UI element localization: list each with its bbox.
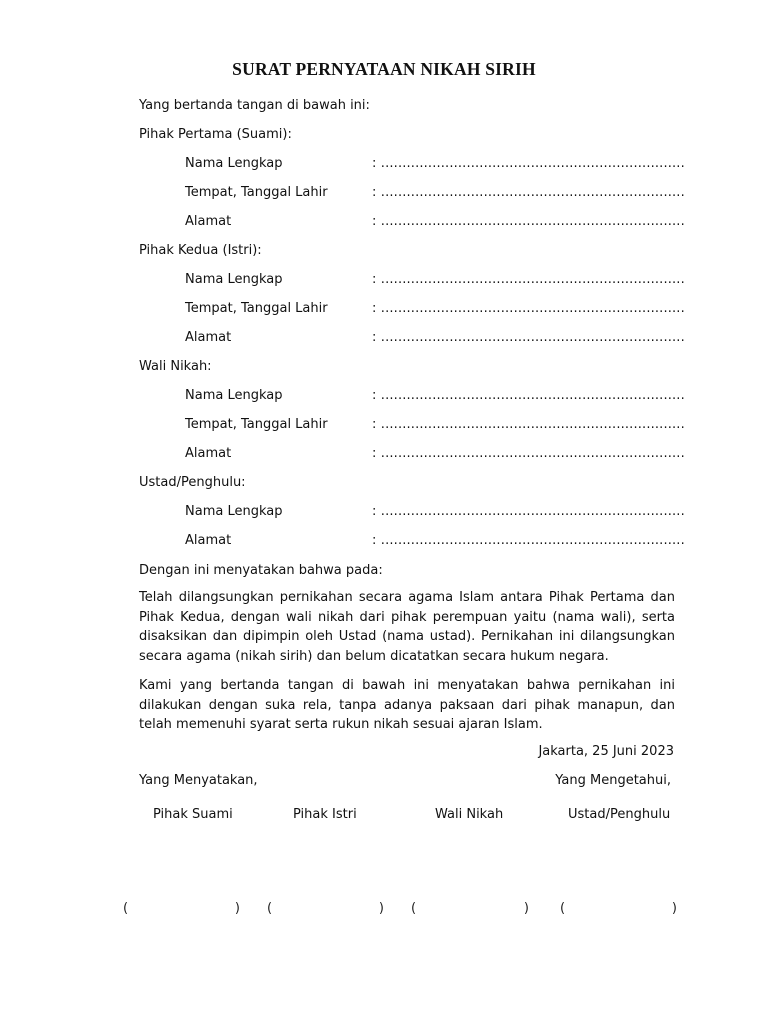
yang-menyatakan: Yang Menyatakan, — [139, 773, 258, 788]
signatory-ustad: Ustad/Penghulu — [568, 807, 671, 822]
wali-ttl-value: : ....................................................................... — [372, 417, 685, 432]
intro-text: Yang bertanda tangan di bawah ini: — [139, 98, 370, 113]
bracket-right: ) — [523, 901, 529, 916]
signature-box-ustad — [560, 902, 677, 916]
section-heading-ustad: Ustad/Penghulu: — [139, 475, 246, 490]
ustad-alamat-label: Alamat — [185, 533, 232, 548]
ustad-nama-value: : ....................................................................... — [372, 504, 685, 519]
section-heading-suami: Pihak Pertama (Suami): — [139, 127, 292, 142]
istri-alamat-value: : ....................................................................... — [372, 330, 685, 345]
yang-mengetahui: Yang Mengetahui, — [555, 773, 671, 788]
bracket-left: ( — [267, 901, 273, 916]
ustad-alamat-value: : ....................................................................... — [372, 533, 685, 548]
section-heading-wali: Wali Nikah: — [139, 359, 212, 374]
section-heading-istri: Pihak Kedua (Istri): — [139, 243, 262, 258]
suami-alamat-value: : ....................................................................... — [372, 214, 685, 229]
bracket-left: ( — [411, 901, 417, 916]
statement-paragraph-2: Kami yang bertanda tangan di bawah ini menyatakan bahwa pernikahan ini dilakukan dengan suka rela, tanpa adanya paksaan dari pihak manapun, dan telah memenuhi syarat serta rukun nikah sesuai ajaran Islam. — [139, 678, 675, 733]
istri-ttl-value: : ....................................................................... — [372, 301, 685, 316]
suami-ttl-label: Tempat, Tanggal Lahir — [185, 185, 328, 200]
signatory-wali: Wali Nikah — [435, 807, 504, 822]
wali-alamat-label: Alamat — [185, 446, 232, 461]
document-title: SURAT PERNYATAAN NIKAH SIRIH — [232, 59, 536, 79]
signatory-istri: Pihak Istri — [293, 807, 357, 822]
signature-box-istri — [267, 902, 384, 916]
statement-intro: Dengan ini menyatakan bahwa pada: — [139, 563, 383, 578]
bracket-right: ) — [671, 901, 677, 916]
istri-nama-value: : ....................................................................... — [372, 272, 685, 287]
signature-box-wali — [411, 902, 529, 916]
bracket-left: ( — [560, 901, 566, 916]
wali-ttl-label: Tempat, Tanggal Lahir — [185, 417, 328, 432]
bracket-right: ) — [234, 901, 240, 916]
ustad-nama-label: Nama Lengkap — [185, 504, 283, 519]
wali-nama-value: : ....................................................................... — [372, 388, 685, 403]
suami-nama-label: Nama Lengkap — [185, 156, 283, 171]
suami-ttl-value: : ....................................................................... — [372, 185, 685, 200]
istri-alamat-label: Alamat — [185, 330, 232, 345]
bracket-left: ( — [123, 901, 129, 916]
statement-paragraph-1: Telah dilangsungkan pernikahan secara agama Islam antara Pihak Pertama dan Pihak Kedua, dengan wali nikah dari pihak perempuan yaitu (nama wali), serta disaksikan dan dipimpin oleh Ustad (nama ustad). Pernikahan ini dilangsungkan secara agama (nikah sirih) dan belum dicatatkan secara hukum negara. — [139, 590, 675, 664]
bracket-right: ) — [378, 901, 384, 916]
signature-box-suami — [123, 902, 240, 916]
suami-alamat-label: Alamat — [185, 214, 232, 229]
suami-nama-value: : ....................................................................... — [372, 156, 685, 171]
istri-nama-label: Nama Lengkap — [185, 272, 283, 287]
place-date: Jakarta, 25 Juni 2023 — [538, 744, 674, 759]
istri-ttl-label: Tempat, Tanggal Lahir — [185, 301, 328, 316]
signatory-suami: Pihak Suami — [153, 807, 233, 822]
wali-nama-label: Nama Lengkap — [185, 388, 283, 403]
wali-alamat-value: : ....................................................................... — [372, 446, 685, 461]
